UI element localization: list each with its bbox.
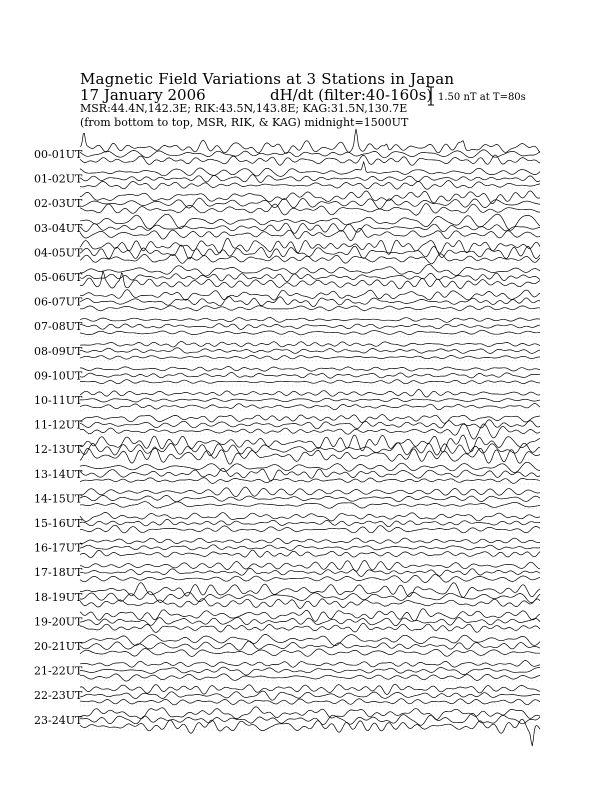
trace-kag <box>80 271 540 289</box>
trace-rik <box>80 592 540 603</box>
trace-msr <box>80 538 540 544</box>
hour-label: 08-09UT <box>34 344 83 358</box>
trace-msr <box>80 390 540 398</box>
station-coordinates: MSR:44.4N,142.3E; RIK:43.5N,143.8E; KAG:31.5N,130.7E <box>80 102 408 115</box>
trace-rik <box>80 617 540 625</box>
trace-order-note: (from bottom to top, MSR, RIK, & KAG) midnight=1500UT <box>80 116 409 129</box>
trace-msr <box>80 462 540 472</box>
hour-label: 05-06UT <box>34 271 83 284</box>
trace-rik <box>80 641 540 650</box>
trace-rik <box>80 150 540 158</box>
chart-title: Magnetic Field Variations at 3 Stations in Japan <box>80 70 455 88</box>
hour-label: 00-01UT <box>34 148 83 161</box>
hour-label: 09-10UT <box>34 369 83 383</box>
trace-rik <box>80 468 540 481</box>
trace-kag <box>80 330 540 335</box>
hour-label: 19-20UT <box>34 615 83 629</box>
trace-kag <box>80 719 540 746</box>
trace-msr <box>80 513 540 522</box>
hour-label: 20-21UT <box>34 640 83 653</box>
trace-rik <box>80 273 540 282</box>
trace-msr <box>80 634 540 645</box>
hour-label: 16-17UT <box>34 541 83 555</box>
hour-label: 18-19UT <box>34 590 83 604</box>
scale-bar-label: 1.50 nT at T=80s <box>438 92 526 103</box>
trace-kag <box>80 649 540 657</box>
hour-label: 15-16UT <box>34 517 83 530</box>
trace-rik <box>80 495 540 501</box>
trace-msr <box>80 318 540 323</box>
hour-label: 10-11UT <box>34 394 83 407</box>
trace-rik <box>80 175 540 183</box>
hour-label: 22-23UT <box>34 689 83 703</box>
trace-kag <box>80 550 540 557</box>
trace-kag <box>80 355 540 359</box>
hour-label: 06-07UT <box>34 295 83 309</box>
trace-kag <box>80 525 540 533</box>
trace-kag <box>80 478 540 484</box>
trace-kag <box>80 424 540 439</box>
hour-label: 02-03UT <box>34 197 83 211</box>
hour-label: 12-13UT <box>34 443 83 457</box>
hour-label: 01-02UT <box>34 172 83 186</box>
trace-rik <box>80 568 540 576</box>
trace-msr <box>80 129 540 154</box>
trace-rik <box>80 198 540 209</box>
trace-msr <box>80 342 540 348</box>
trace-rik <box>80 443 540 456</box>
trace-kag <box>80 306 540 311</box>
hour-label: 11-12UT <box>34 418 83 432</box>
trace-rik <box>80 398 540 402</box>
trace-kag <box>80 404 540 410</box>
trace-msr <box>80 415 540 424</box>
trace-rik <box>80 373 540 379</box>
trace-kag <box>80 623 540 632</box>
hour-label: 14-15UT <box>34 492 83 506</box>
trace-kag <box>80 574 540 582</box>
trace-kag <box>80 380 540 384</box>
hour-label: 03-04UT <box>34 221 83 235</box>
hour-label: 07-08UT <box>34 320 83 334</box>
trace-rik <box>80 324 540 330</box>
trace-rik <box>80 713 540 725</box>
trace-msr <box>80 214 540 230</box>
trace-msr <box>80 487 540 497</box>
trace-kag <box>80 699 540 705</box>
hour-label: 21-22UT <box>34 664 83 678</box>
hour-label: 04-05UT <box>34 246 83 260</box>
hour-label: 13-14UT <box>34 467 83 481</box>
trace-msr <box>80 238 540 254</box>
trace-kag <box>80 674 540 681</box>
trace-kag <box>80 599 540 609</box>
hour-label: 17-18UT <box>34 566 83 580</box>
trace-msr <box>80 265 540 277</box>
trace-rik <box>80 519 540 526</box>
trace-kag <box>80 181 540 190</box>
trace-kag <box>80 447 540 464</box>
trace-kag <box>80 502 540 509</box>
trace-msr <box>80 367 540 372</box>
trace-rik <box>80 420 540 429</box>
trace-rik <box>80 545 540 551</box>
trace-rik <box>80 667 540 675</box>
chart-date: 17 January 2006 <box>80 86 206 104</box>
trace-rik <box>80 348 540 354</box>
trace-msr <box>80 435 540 452</box>
trace-kag <box>80 155 540 165</box>
chart-quantity: dH/dt (filter:40-160s) <box>270 86 433 104</box>
trace-msr <box>80 707 540 720</box>
trace-msr <box>80 609 540 622</box>
hour-label: 23-24UT <box>34 713 83 727</box>
trace-msr <box>80 661 540 668</box>
trace-msr <box>80 561 540 572</box>
trace-rik <box>80 223 540 233</box>
